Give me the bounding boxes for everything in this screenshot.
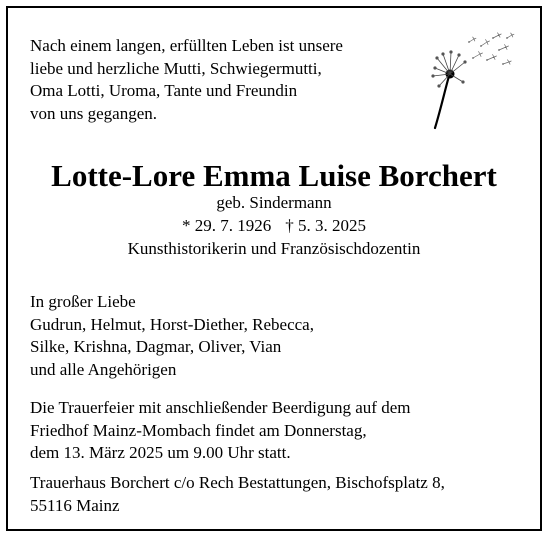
mourners-line: Silke, Krishna, Dagmar, Oliver, Vian <box>30 337 282 356</box>
mourning-address <box>30 472 445 517</box>
intro-line: Oma Lotti, Uroma, Tante und Freundin <box>30 81 298 100</box>
funeral-line: Friedhof Mainz-Mombach findet am Donnerstag, <box>30 420 367 440</box>
obituary-notice <box>6 6 542 531</box>
birth-date: * 29. 7. 1926 <box>182 216 272 235</box>
profession: Kunsthistorikerin und Französischdozentin <box>127 239 421 258</box>
mourners-line: Gudrun, Helmut, Horst-Diether, Rebecca, <box>30 314 314 334</box>
mourners-line: In großer Liebe <box>30 292 136 311</box>
mourners-line: und alle Angehörigen <box>30 359 177 379</box>
intro-line: liebe und herzliche Mutti, Schwiegermutti, <box>30 58 322 78</box>
funeral-info <box>30 397 410 465</box>
address-line: Trauerhaus Borchert c/o Rech Bestattungen, Bischofsplatz 8, <box>30 473 445 492</box>
funeral-line: dem 13. März 2025 um 9.00 Uhr statt. <box>30 443 291 462</box>
life-dates <box>8 215 540 237</box>
mourners-text <box>30 291 314 381</box>
birth-name: geb. Sindermann <box>216 193 332 212</box>
deceased-name: Lotte-Lore Emma Luise Borchert <box>51 158 497 193</box>
funeral-line: Die Trauerfeier mit anschließender Beerdigung auf dem <box>30 398 411 417</box>
intro-line: von uns gegangen. <box>30 103 158 123</box>
intro-text <box>30 35 343 125</box>
address-line: 55116 Mainz <box>30 495 120 515</box>
death-date: † 5. 3. 2025 <box>285 216 366 235</box>
dandelion-icon <box>421 30 517 130</box>
intro-line: Nach einem langen, erfüllten Leben ist unsere <box>30 36 343 55</box>
